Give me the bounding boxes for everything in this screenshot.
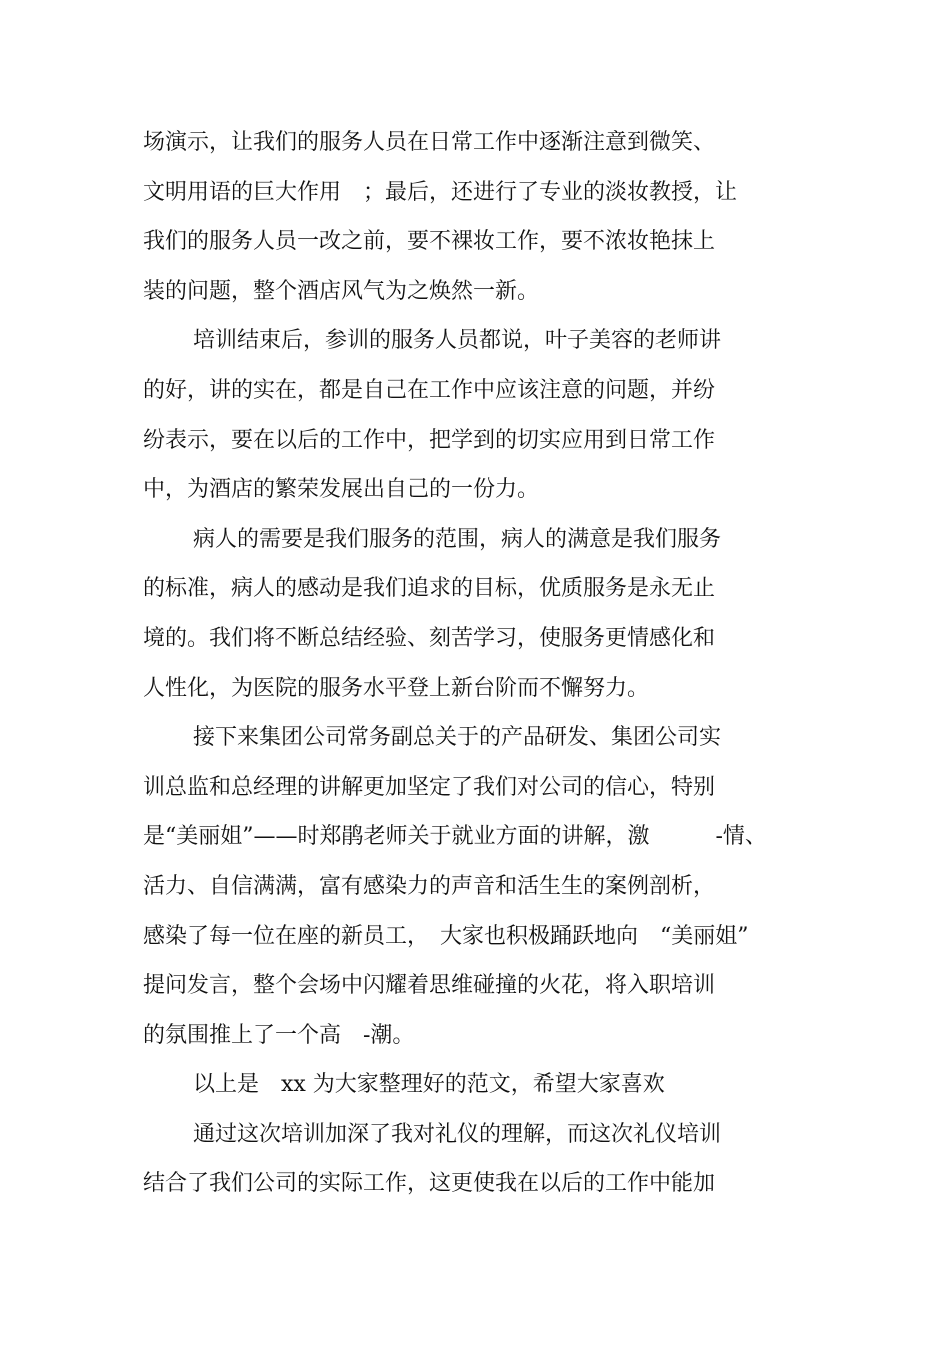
text-line: 感染了每一位在座的新员工， 大家也积极踊跃地向 “美丽姐”	[143, 923, 749, 949]
paragraph-first-line: 通过这次培训加深了我对礼仪的理解，而这次礼仪培训	[193, 1121, 722, 1147]
text-line: 装的问题，整个酒店风气为之焕然一新。	[143, 278, 540, 304]
text-line: 我们的服务人员一改之前，要不裸妆工作，要不浓妆艳抹上	[143, 229, 716, 255]
text-line: 的标准，病人的感动是我们追求的目标，优质服务是永无止	[143, 576, 716, 602]
document-body	[143, 118, 823, 1209]
text-line: 训总监和总经理的讲解更加坚定了我们对公司的信心，特别	[143, 774, 716, 800]
paragraph-first-line: 以上是 xx 为大家整理好的范文，希望大家喜欢	[193, 1072, 665, 1098]
text-line: 境的。我们将不断总结经验、刻苦学习，使服务更情感化和	[143, 625, 716, 651]
text-line: 文明用语的巨大作用 ；最后，还进行了专业的淡妆教授，让	[143, 179, 738, 205]
text-line: 纷表示，要在以后的工作中，把学到的切实应用到日常工作	[143, 427, 716, 453]
text-line: 场演示，让我们的服务人员在日常工作中逐渐注意到微笑、	[143, 130, 716, 155]
text-line: 是“美丽姐”——时郑鹃老师关于就业方面的讲解，激 -情、	[143, 824, 767, 850]
text-line: 活力、自信满满，富有感染力的声音和活生生的案例剖析，	[143, 873, 716, 899]
text-line: 的好，讲的实在，都是自己在工作中应该注意的问题，并纷	[143, 377, 716, 403]
paragraph-first-line: 接下来集团公司常务副总关于的产品研发、集团公司实	[193, 725, 722, 751]
text-line: 结合了我们公司的实际工作，这更使我在以后的工作中能加	[143, 1171, 716, 1197]
text-line: 提问发言，整个会场中闪耀着思维碰撞的火花，将入职培训	[143, 973, 716, 999]
paragraph-first-line: 培训结束后，参训的服务人员都说，叶子美容的老师讲	[193, 328, 722, 354]
text-line: 人性化，为医院的服务水平登上新台阶而不懈努力。	[143, 675, 650, 701]
paragraph-first-line: 病人的需要是我们服务的范围，病人的满意是我们服务	[193, 526, 722, 552]
text-line: 的氛围推上了一个高 -潮。	[143, 1022, 415, 1048]
text-line: 中，为酒店的繁荣发展出自己的一份力。	[143, 477, 540, 503]
